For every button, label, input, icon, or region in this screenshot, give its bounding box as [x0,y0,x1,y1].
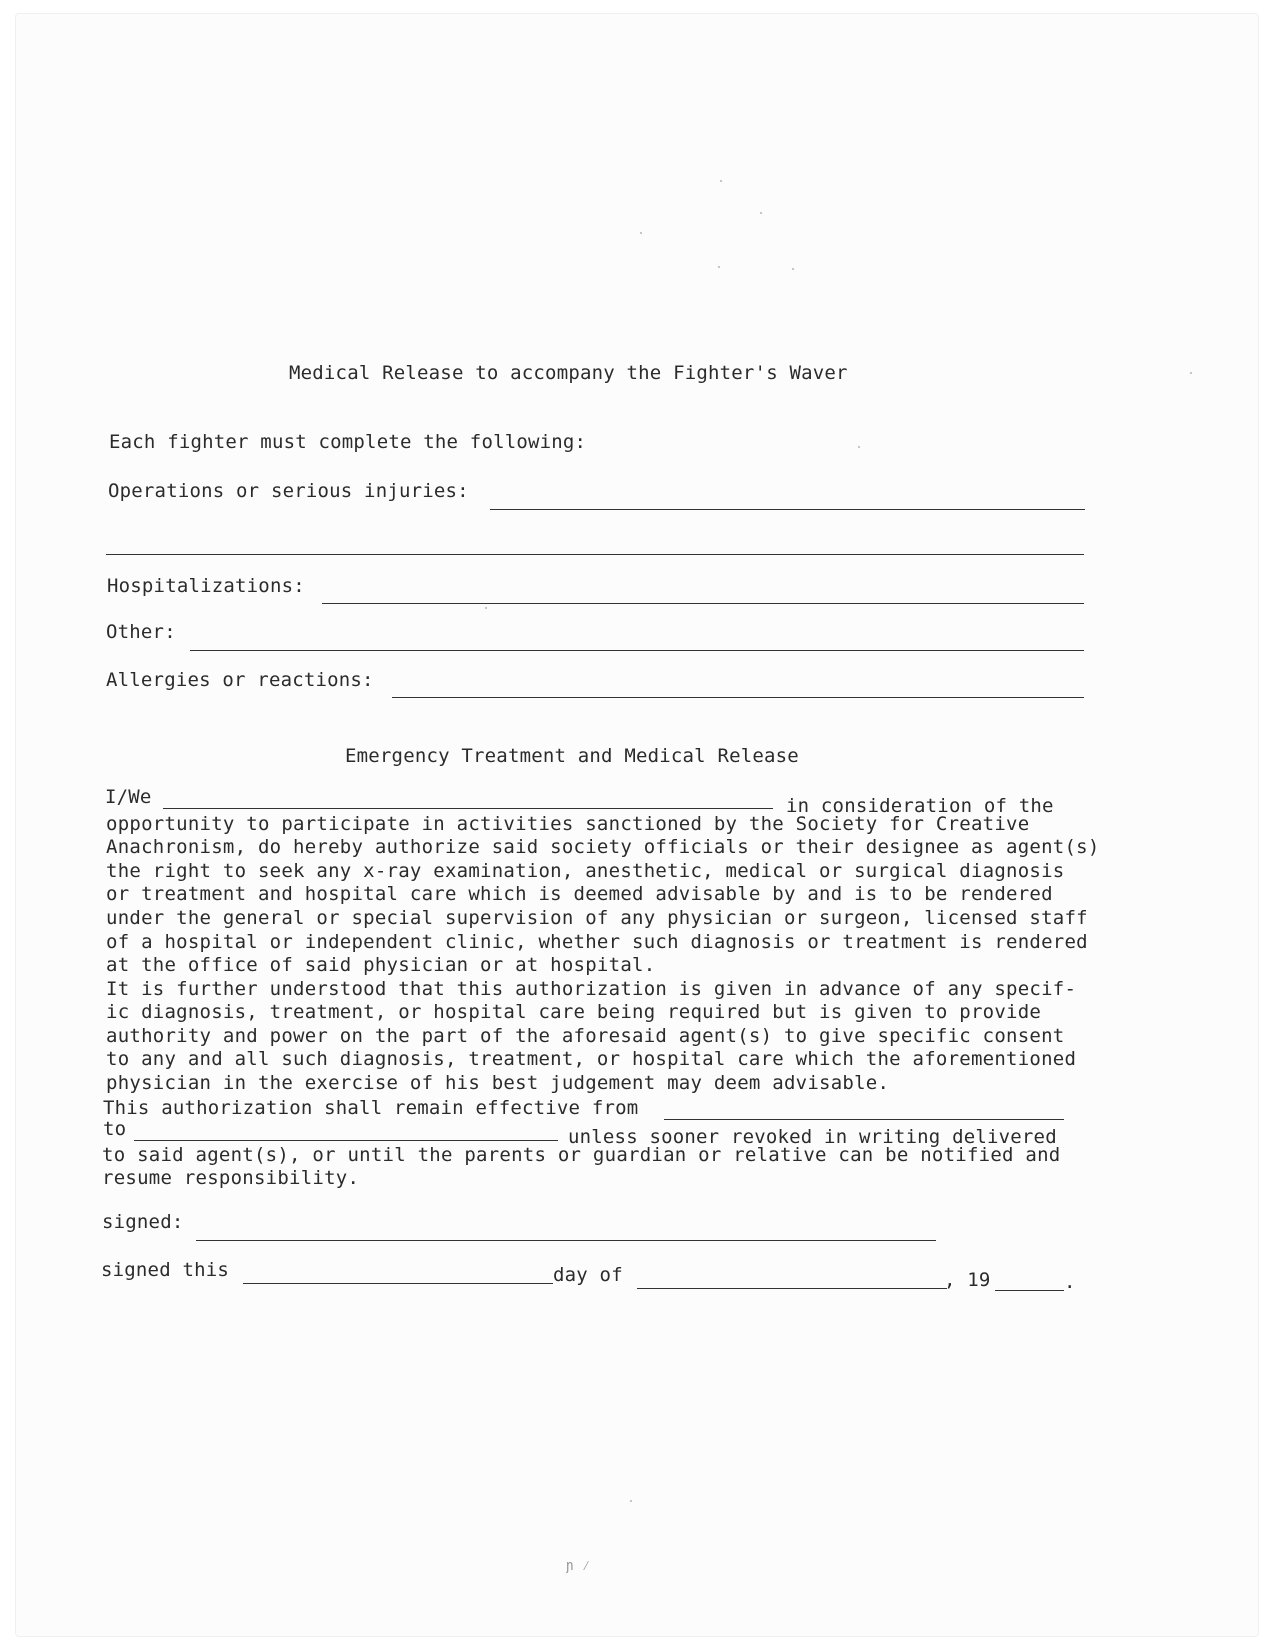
closing-line: resume responsibility. [102,1167,360,1189]
scan-speck [718,266,720,268]
signed-this-label: signed this [101,1259,230,1281]
hospitalizations-label: Hospitalizations: [107,575,305,597]
release-line: opportunity to participate in activities sanctioned by the Society for Creative [106,813,1030,835]
effective-from-text: This authorization shall remain effective from [103,1097,639,1119]
scan-speck [485,607,487,609]
release-line: ic diagnosis, treatment, or hospital care being required but is given to provide [106,1001,1042,1023]
scan-speck [640,232,642,234]
section-title: Emergency Treatment and Medical Release [345,745,799,767]
unless-text: unless sooner revoked in writing delivered [568,1126,1057,1148]
year-prefix: , 19 [944,1269,991,1291]
document-title: Medical Release to accompany the Fighter's Waver [289,362,848,384]
release-line: physician in the exercise of his best judgement may deem advisable. [106,1072,890,1094]
effective-to-blank-line[interactable] [134,1140,558,1141]
month-blank-line[interactable] [637,1288,947,1289]
year-blank-line[interactable] [995,1290,1064,1291]
allergies-blank-line[interactable] [392,697,1084,698]
scan-speck [760,212,762,214]
release-line: of a hospital or independent clinic, whether such diagnosis or treatment is rendered [106,931,1088,953]
release-line: or treatment and hospital care which is deemed advisable by and is to be rendered [106,883,1053,905]
scan-mark: ɲ ⁄ [565,1558,591,1574]
scan-speck [720,180,722,182]
day-blank-line[interactable] [243,1283,553,1284]
other-blank-line[interactable] [190,650,1084,651]
to-label: to [103,1118,127,1140]
signature-blank-line[interactable] [196,1240,936,1241]
release-line: the right to seek any x-ray examination, anesthetic, medical or surgical diagnosis [106,860,1065,882]
effective-from-blank-line[interactable] [664,1119,1064,1120]
iwe-label: I/We [105,786,152,808]
day-of-label: day of [553,1264,623,1286]
scan-speck [630,1500,632,1502]
release-line: authority and power on the part of the aforesaid agent(s) to give specific consent [106,1025,1065,1047]
signed-label: signed: [102,1211,184,1233]
scan-speck [1190,372,1192,374]
other-label: Other: [106,621,176,643]
consideration-text: in consideration of the [786,795,1054,817]
release-line: Anachronism, do hereby authorize said society officials or their designee as agent(s) [106,836,1100,858]
instruction-text: Each fighter must complete the following: [109,431,587,453]
operations-blank-line[interactable] [490,509,1085,510]
scan-speck [858,446,860,448]
release-line: to any and all such diagnosis, treatment, or hospital care which the aforementioned [106,1048,1077,1070]
operations-label: Operations or serious injuries: [108,480,469,502]
operations-continuation-line[interactable] [106,554,1084,555]
scan-speck [792,268,794,270]
end-period: . [1064,1271,1076,1293]
hospitalizations-blank-line[interactable] [322,603,1084,604]
name-blank-line[interactable] [163,808,773,809]
closing-line: to said agent(s), or until the parents or guardian or relative can be notified and [102,1144,1061,1166]
release-line: at the office of said physician or at hospital. [106,954,656,976]
release-line: under the general or special supervision of any physician or surgeon, licensed staff [106,907,1088,929]
allergies-label: Allergies or reactions: [106,669,374,691]
release-line: It is further understood that this authorization is given in advance of any specif- [106,978,1077,1000]
